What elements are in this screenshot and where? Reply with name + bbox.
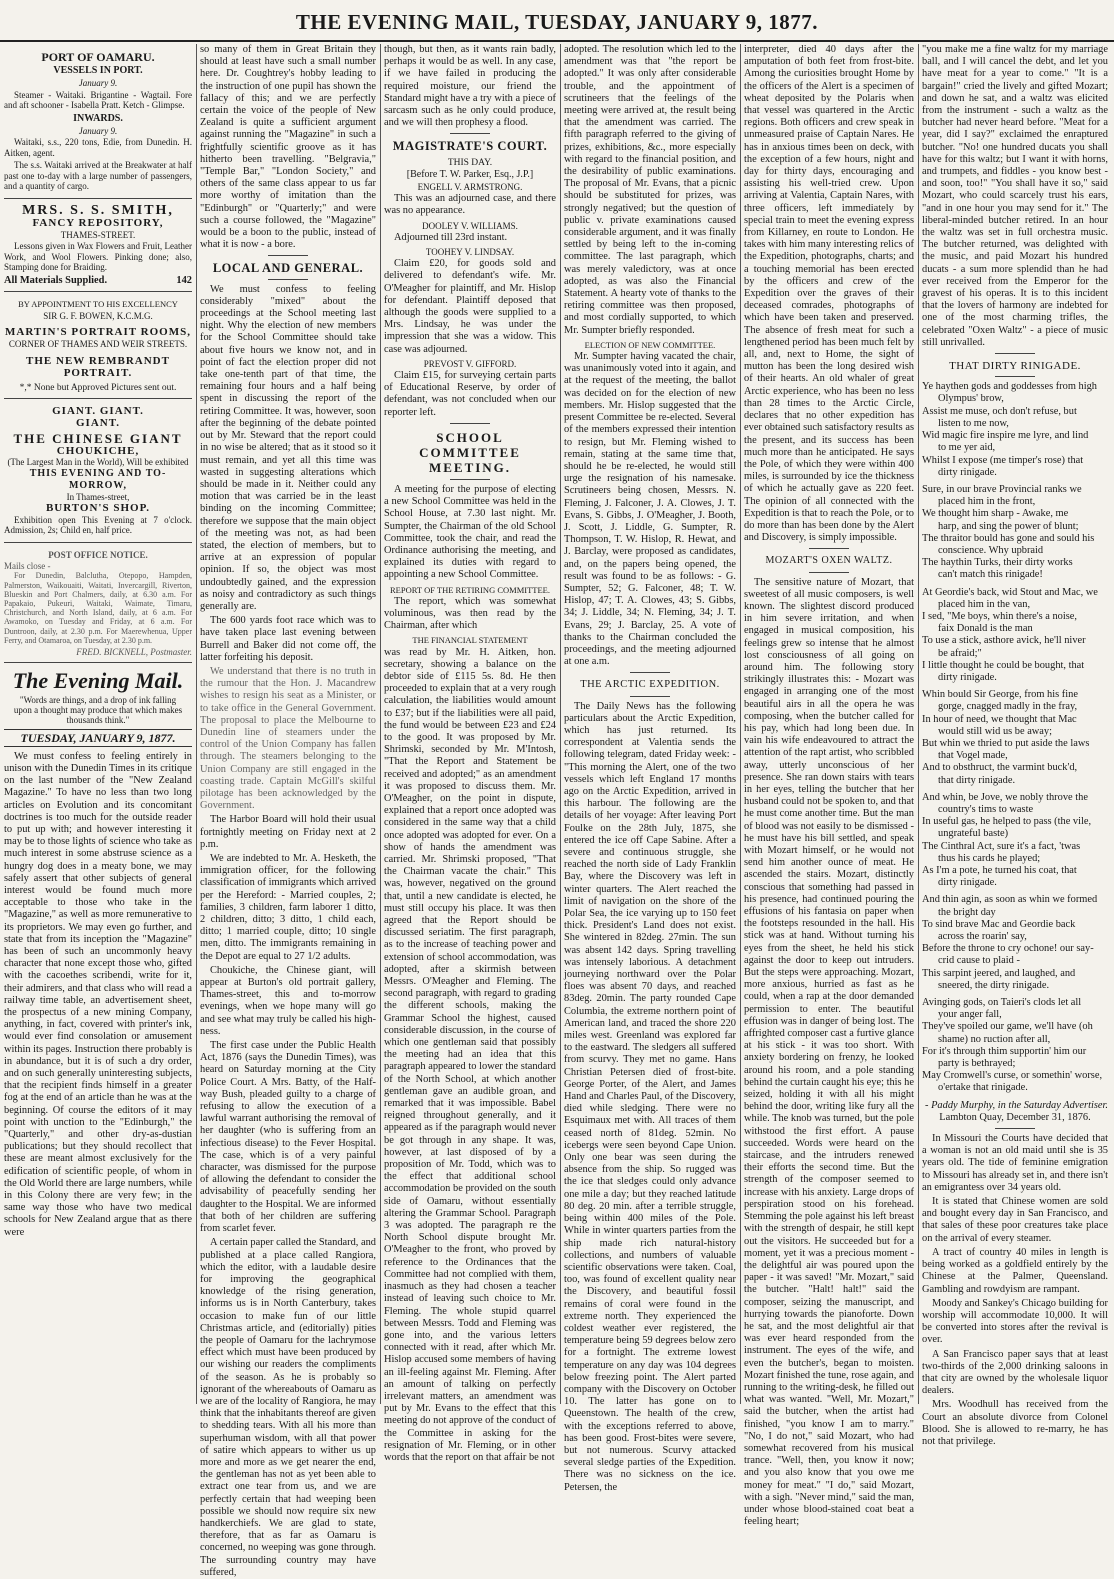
poem-line: In useful gas, he helped to pass (the vile, bbox=[922, 816, 1092, 828]
column-5 bbox=[744, 44, 914, 1528]
poem-line: the bright day bbox=[938, 906, 996, 918]
smith-shop: FANCY REPOSITORY, bbox=[32, 216, 164, 229]
poem-line: And whin, be Jove, we nobly throve the bbox=[922, 791, 1088, 803]
case-body: Claim £15, for surveying certain parts of Educational Reserve, by order of defendant, was not concluded when our reporter left. bbox=[384, 370, 556, 418]
poem-line: And thin agin, as soon as whin we formed bbox=[922, 894, 1098, 906]
local-continued: though, but then, as it wants rain badly, perhaps it would be as well. In any case, if we have failed in producing the required moisture, our friend the Standard might have a try with a piece of sarcasm such as he only could produce, and we will then prophesy a flood. bbox=[384, 44, 556, 129]
news-item: It is stated that Chinese women are sold and bought every day in San Francisco, and that sales of these poor creatures take place on the arrival of every steamer. bbox=[922, 1196, 1108, 1244]
giant-times: Exhibition open This Evening at 7 o'clock. Admission, 2s; Child en, half price. bbox=[4, 514, 192, 536]
mozart-heading: MOZART'S OXEN WALTZ. bbox=[765, 555, 893, 567]
poem-line: listen to me now, bbox=[938, 417, 1009, 429]
local-item: A certain paper called the Standard, and published at a place called Rangiora, which the editor, with a laudable desire for improving the geographical knowledge of the rising generation, informs us is in North Canterbury, takes occasion to make fun of our little Christmas article, and (editorially) pities the people of Oamaru for the lachrymose effect which must have been produced by our wishing our readers the compliments of the season. As he is probably so ignorant of the whereabouts of Oamaru as we are of the locality of Rangiora, he may think that the inhabitants thereof are given to shedding tears. With all his more than superhuman wisdom, with all that power of satire which appears to wither us up more and more as we get nearer the end, the gentleman has not as yet been able to extract one tear from us, and we are perfectly certain that had weeping been possible we should now require six new handkerchiefs. We are glad to state, therefore, that as far as Oamaru is concerned, no weeping was gone through. The surrounding country may have suffered, bbox=[200, 1237, 377, 1578]
school-committee-heading: SCHOOL COMMITTEE MEETING. bbox=[419, 429, 521, 475]
news-item: A San Francisco paper says that at least two-thirds of the 2,000 drinking saloons in that city are owned by the wholesale liquor dealers. bbox=[922, 1348, 1108, 1397]
poem-line: And to obsthruct, the varmint buck'd, bbox=[922, 762, 1078, 774]
financial-heading: THE FINANCIAL STATEMENT bbox=[412, 635, 528, 646]
poem-line: At Geordie's back, wid Stout and Mac, we bbox=[922, 586, 1098, 598]
poem-line: crid cause to plaid - bbox=[938, 955, 1020, 967]
poem-line: can't match this rinigade! bbox=[938, 569, 1043, 581]
paper-motto: "Words are things, and a drop of ink falling upon a thought may produce that which makes thousands think." bbox=[13, 694, 183, 725]
magistrates-court-heading: MAGISTRATE'S COURT. bbox=[392, 139, 548, 154]
giant-when: THIS EVENING AND TO-MORROW, bbox=[29, 467, 167, 491]
poem-line: To use a stick, asthore avick, he'll niver bbox=[922, 635, 1086, 647]
arctic-heading: THE ARCTIC EXPEDITION. bbox=[580, 679, 720, 691]
poem-line: faix Donald is the man bbox=[938, 623, 1033, 635]
poem-signature: - Paddy Murphy, in the Saturday Advertiser. bbox=[925, 1099, 1108, 1111]
poem-line: placed him in the van, bbox=[938, 598, 1031, 610]
poem-line: Whin bould Sir George, from his fine bbox=[922, 689, 1078, 701]
poem-line: Assist me muse, och don't refuse, but bbox=[922, 405, 1077, 417]
poem-line: o'ertake that rinigade. bbox=[938, 1082, 1028, 1094]
post-office-notice bbox=[4, 546, 192, 663]
news-item: In Missouri the Courts have decided that a woman is not an old maid until she is 35 years old. The tide of feminine emigration to Missouri has already set in, and there isn't an emigrantess over 34 years old. bbox=[922, 1133, 1108, 1193]
leader-continued: so many of them in Great Britain they should at least have such a small number here. Dr. Coughtrey's hobby leading to the instruction of one pupil has shown the fallacy of this; and we are perfectly certain the voice of the people of New Zealand is quite a sufficient argument against running the "Magazine" in such a frightfully scientific groove as it has hitherto been travelling. "Belgravia," "Temple Bar," "London Society," and others of the same class appear to us far more worthy of imitation than the "Edinburgh" or "Quarterly;" and were such a course followed, the "Magazine" would be a boon to the public, instead of what it is now - a bore. bbox=[200, 44, 376, 251]
case-body: Adjourned till 23rd instant. bbox=[394, 231, 508, 243]
leader-article: We must confess to feeling entirely in unison with the Dunedin Times in its critique on the last number of the "New Zealand Magazine." To have no less than two long articles on Evolution and its concomitant doctrines is too much for the outside reader to put up with; and however interesting it may be to those lights of science who take as much interest in some abstruse science as a hungry dog does in a meaty bone, we may safely assert that other subjects of general interest would be found much more acceptable to those who take in the "Magazine," as well as more remunerative to its proprietors. We may even go further, and state that from its inception the "Magazine" has been of such an uncommonly heavy character that none except those who, gifted with the cacoethes scribendi, write for it, their admirers, and that class who will read a railway time table, an advertisement sheet, the prospectus of a new mining Company, anything, in fact, covered with printer's ink, would ever find consolation or amusement within its pages. Instruction there probably is in abundance, but it is of such a dry order, and on such generally uninteresting subjects, that the recipient finds himself in a greater fog at the end of an article than he was at the beginning. Of course the editors of it may point with unction to the "Edinburgh," the "Quarterly," and other dry-as-dustian publications; but they should recollect that these are meant almost exclusively for the edification of scientific people, of whom in the Old World there are large numbers, while in this Colony there are very few; in the same way those who have two medical schools for New Zealand argue that as there were bbox=[4, 750, 192, 1238]
news-item: Moody and Sankey's Chicago building for worship will accommodate 10,000. It will be converted into stores after the revival is over. bbox=[922, 1297, 1108, 1346]
newspaper-columns bbox=[0, 44, 1114, 1578]
martin-name: MARTIN'S PORTRAIT ROOMS, bbox=[5, 326, 191, 339]
poem-line: shame) no ruction after all, bbox=[938, 1033, 1051, 1045]
local-item: The 600 yards foot race which was to have taken place last evening between Burrell and Baker did not come off, the latter forfeiting his deposit. bbox=[200, 615, 376, 663]
poem-line: I little thought he could be bought, that bbox=[922, 659, 1085, 671]
vessels-list: Steamer - Waitaki. Brigantine - Wagtail. Fore and aft schooner - Isabella Pratt. Ketch - Glimpse. bbox=[4, 89, 192, 111]
poem-line: dirty rinigade. bbox=[938, 671, 997, 683]
column-3 bbox=[384, 44, 556, 1463]
election-heading: ELECTION OF NEW COMMITTEE. bbox=[584, 339, 716, 350]
column-6 bbox=[922, 44, 1108, 1447]
newspaper-title: THE EVENING MAIL, TUESDAY, JANUARY 9, 1877. bbox=[295, 10, 819, 34]
poem-line: Avinging gods, on Taieri's clods let all bbox=[922, 997, 1082, 1009]
case-title: PREVOST V. GIFFORD. bbox=[423, 358, 517, 369]
local-item: Choukiche, the Chinese giant, will appear at Burton's old portrait gallery, Thames-street, this and to-morrow evenings, when we hope many will go and see what may truly be called his high-ness. bbox=[200, 964, 376, 1037]
poem-line: Whilst I expose (me timper's rose) that bbox=[922, 454, 1084, 466]
school-continued: adopted. The resolution which led to the amendment was that "the report be adopted." It was only after considerable trouble, and the appointment of scrutineers that the feelings of the meeting were arrived at, the result being that the amendment was carried. The fifth paragraph referred to the giving of prizes, exhibitions, &c., more especially with regard to the financial position, and the desirability of public examinations. The proposal of Mr. Evans, that a picnic should be substituted for prizes, was strongly negatived; but the question of public v. private examinations caused considerable argument, and it was finally settled by being left to the in-coming committee. The last paragraph, which was merely valedictory, was at once adopted, as was also the Financial Statement. A hearty vote of thanks to the retiring committee was then proposed, and most cordially supported, to which Mr. Sumpter briefly responded. bbox=[564, 44, 736, 336]
court-before: [Before T. W. Parker, Esq., J.P.] bbox=[406, 168, 534, 180]
poem-line: The Cinthral Act, sure it's a fact, 'twas bbox=[922, 840, 1081, 852]
poem-place: Lambton Quay, December 31, 1876. bbox=[939, 1111, 1091, 1123]
school-paragraph: The report, which was somewhat voluminous, was then read by the Chairman, after which bbox=[384, 595, 556, 632]
case-title: DOOLEY V. WILLIAMS. bbox=[422, 220, 518, 231]
port-heading: PORT OF OAMARU. bbox=[41, 50, 155, 64]
local-item: The first case under the Public Health Act, 1876 (says the Dunedin Times), was heard on Saturday morning at the City Police Court. A Mrs. Batty, of the Half-way Bush, pleaded guilty to a charge of refusing to allow the execution of a lawful warrant authorising the removal of her daughter (who is suffering from an infectious disease) to the Fever Hospital. The case, which is of a very painful character, was dismissed for the purpose of allowing the defendant to consider the advisability of peacefully sending her daughter to the Hospital. We are informed that both of her children are suffering from scarlet fever. bbox=[200, 1040, 376, 1235]
martin-note: *,* None but Approved Pictures sent out. bbox=[19, 383, 177, 394]
martin-heading: THE NEW REMBRANDT PORTRAIT. bbox=[26, 354, 170, 379]
school-paragraph: A meeting for the purpose of electing a new School Committee was held in the School House, at 7.30 last night. Mr. Sumpter, the Chairman of the old School Committee, took the chair, and read the Ordinance authorising the meeting, and explained its duties with regard to appointing a new School Committee. bbox=[384, 483, 556, 581]
giant-shop: BURTON'S SHOP. bbox=[45, 502, 151, 515]
poem-line: placed him in the front, bbox=[938, 496, 1036, 508]
poem-line: sneered, the dirty rinigade. bbox=[938, 979, 1050, 991]
local-item: The Harbor Board will hold their usual fortnightly meeting on Friday next at 2 p.m. bbox=[200, 814, 376, 850]
poem-line: party is bethrayed; bbox=[938, 1058, 1016, 1070]
poem-line: that dirty rinigade. bbox=[938, 774, 1016, 786]
inwards-heading: INWARDS. bbox=[73, 112, 123, 124]
column-4 bbox=[564, 44, 736, 1493]
arctic-continued: interpreter, died 40 days after the amputation of both feet from frost-bite. Among the curiosities brought Home by the officers of the Alert is a specimen of wheat deposited by the Polaris when that vessel was quartered in the Arctic regions. Both officers and crew speak in unmeasured praise of Captain Nares. He has in anxious times been on deck, with the exception of a few hours, night and day for thirty days, encouraging and assisting his well-tried crew. Upon arriving at Valentia, Captain Nares, with three officers, left immediately by special train to meet the evening express from Killarney, en route to London. He takes with him many interesting relics of the Expedition, photographs, charts; and a touching memorial has been erected by the officers and crew of the Expedition over the graves of their deceased comrades, photographs of which have been taken and preserved. The absence of fresh meat for such a lengthened period has been much felt by all, and, next to Home, the sight of mutton has been the long desired wish of their hearts. An old whaler of great Arctic experience, who has been no less than 28 times to the Arctic Circle, declares that no other expedition has ever obtained such satisfactory results as the present, and its success has been much more than he anticipated. He says the Pole, of which they were within 400 miles, is surrounded by ice the thickness of which he actually gave as 220 feet. The opinion of all connected with the Expedition is that to reach the Pole, or to do more than has been done by the Alert and Discovery, is simply impossible. bbox=[744, 44, 914, 544]
post-office-signature: FRED. BICKNELL, Postmaster. bbox=[76, 647, 192, 657]
column-1 bbox=[4, 44, 192, 1404]
poem-line: that Vogel made, bbox=[938, 750, 1008, 762]
poem-line: your anger fall, bbox=[938, 1009, 1002, 1021]
arrival-note: The s.s. Waitaki arrived at the Breakwater at half past one to-day with a large number of passengers, and a quantity of cargo. bbox=[4, 160, 192, 192]
giant-subtitle: (The Largest Man in the World), Will be exhibited bbox=[7, 457, 189, 468]
local-item: We must confess to feeling considerably "mixed" about the proceedings at the School meeting last night. Why the election of new members for the School Committee should take about five hours we know not, and in point of fact the election proper did not take one-tenth part of that time, the remaining four hours and a half being spent in discussing the report of the retiring Committee. It was, however, soon after the beginning of the debate pointed out by Mr. Steward that the report could in no wise be altered; that as it stood so it must remain, and yet all this time was wasted in suggesting alterations which should be made in it. Neither could any motion that was carried be in the least binding on the incoming Committee; therefore we suppose that the main object of the meeting was not, as had been stated, the election of members, but to arrive at an expression of popular opinion. If so, the object was most undoubtedly gained, and the expression as noisy and contradictory as such things generally are. bbox=[200, 283, 376, 612]
local-item: We are indebted to Mr. A. Hesketh, the immigration officer, for the following classification of immigrants which arrived per the Hereford: - Married couples, 2; families, 3 children, farm laborer 1 ditto, 2 children, ditto; 3 ditto, 1 child each, ditto; 1 married couple, ditto; 10 single men, ditto. The immigrants remaining in the Depot are equal to 27 1/2 adults. bbox=[200, 853, 377, 962]
poem-line: We thought him sharp - Awake, me bbox=[922, 508, 1069, 520]
martin-address: CORNER OF THAMES AND WEIR STREETS. bbox=[8, 339, 188, 350]
poem-line: This sarpint jeered, and laughed, and bbox=[922, 967, 1076, 979]
poem-line: be afraid;" bbox=[938, 647, 982, 659]
court-day: THIS DAY. bbox=[447, 157, 493, 168]
vessels-heading: VESSELS IN PORT. bbox=[53, 65, 143, 77]
poem-line: The thraitor bould has gone and sould his bbox=[922, 532, 1095, 544]
poem-line: Olympus' brow, bbox=[938, 393, 1004, 405]
poem-line: As I'm a pote, he turned his coat, that bbox=[922, 865, 1077, 876]
poem-line: gorge, cnagged madly in the fray, bbox=[938, 701, 1078, 713]
poem-line: To sind brave Mac and Geordie back bbox=[922, 918, 1076, 930]
issue-date: TUESDAY, JANUARY 9, 1877. bbox=[4, 729, 192, 747]
mozart-article: The sensitive nature of Mozart, that sweetest of all music composers, is well known. The slightest discord produced in him severe irritation, and when engaged in musical composition, his feelings grew so intense that he almost lost consciousness of all going on around him. The following story strikingly illustrates this: - Mozart was engaged in arranging one of the most beautiful airs in all the opera he was composing, when the butcher called for his pay, which had long been due. In vain his wife endeavoured to attract the attention of the rapt artist, who scribbled away, utterly unconscious of her presence. She ran down stairs with tears in her eyes, telling the butcher that her husband could not be spoken to, and that he must come another time. But the man of blood was not easily to be dismissed - he must have his bill settled, and speak with Mozart himself, or he would not send him another ounce of meat. He ascended the stairs. Mozart, distinctly conscious that something had passed in his presence, had continued pouring the effusions of his fantasia on paper when the footsteps resounded in the hall. His stick was at hand. Without turning his eyes from the sheet, he held his stick against the door to keep out intruders. But the steps were approaching. Mozart, more anxious, hurried as fast as he could, when a rap at the door demanded permission to enter. The beautiful effusion was in danger of being lost. The affrighted composer cast a furtive glance at his stick - it was too short. With anxiety bordering on frenzy, he looked around his room, and a pole standing behind the curtain caught his eye; this he seized, holding it with all his might behind the door, writing like fury all the while. The knob was turned, but the pole withstood the first effort. A pause succeeded. Words were heard on the staircase, and the intruders renewed their efforts the second time. But the strength of the composer seemed to increase with his anxiety. Large drops of perspiration stood on his forehead. Stemming the pole against his left breast with the strength of despair, he still kept out the visitors. He succeeded but for a moment, yet it was a precious moment - the delightful air was poured upon the paper - it was saved! "Mr. Mozart," said the butcher. "Halt! halt!" said the composer, seizing the manuscript, and hurrying towards the pianoforte. Down he sat, and the most delightful air that was ever heard responded from the instrument. The eyes of the wife, and even the butcher's, began to moisten. Mozart finished the tune, rose again, and running to the writing-desk, he filled out what was wanted. "Well, Mr. Mozart," said the butcher, when the artist had finished, "you know I am to marry." "No, I do not," said Mozart, who had somewhat recovered from his musical trance. "Well, then, you know it now; and you also know that you owe me money for meat." "I do," said Mozart, with a sigh. "Never mind," said the man, under whose blood-stained coat beat a feeling heart; bbox=[744, 576, 914, 1528]
poem-line: harp, and sing the power of blunt; bbox=[938, 520, 1079, 532]
poem-line: Sure, in our brave Provincial ranks we bbox=[922, 483, 1082, 495]
post-office-body: For Dunedin, Balclutha, Otepopo, Hampden, Palmerston, Waikouaiti, Waitati, Invercargill, Riverton, Blueskin and Port Chalmers, daily, at 6.30 a.m. For Papakaio, Pukeuri, Waitaki, Waimate, Timaru, Christchurch, and North Island, daily, at 6 a.m. For Awamoko, on Tuesday and Friday, at 6 a.m. For Duntroon, daily, at 2.30 p.m. For Maerewhenua, Upper Ferry, and Otamaroa, on Tuesday, at 2.30 p.m. bbox=[4, 571, 192, 645]
case-title: ENGELL V. ARMSTRONG. bbox=[417, 182, 523, 193]
smith-body: Lessons given in Wax Flowers and Fruit, Leather Work, and Wool Flowers. Pinking done; also, Stamping done for Braiding. bbox=[4, 241, 192, 273]
portrait-advertisement bbox=[4, 295, 192, 399]
poem-line: Wid magic fire inspire me lyre, and lind bbox=[922, 430, 1089, 442]
arctic-article: The Daily News has the following particulars about the Arctic Expedition, which has just returned. Its correspondent at Valentia sends the following telegram, dated Friday week: - "This morning the Alert, one of the two vessels which left England 17 months ago on the Arctic Expedition, arrived in this harbour. The following are the details of her voyage: After leaving Port Foulke on the 28th July, 1875, she entered the ice off Cape Sabine. After a severe and continuous struggle, she reached the north side of Lady Franklin Bay, where the Discovery was left in winter quarters. The Alert reached the limit of navigation on the shore of the Polar Sea, the ice varying up to 150 feet thick. President's Land does not exist. She wintered in 82deg. 27min. The sun was absent 142 days. Spring travelling was intensely laborious. A detachment journeying northward over the Polar floes was absent 70 days, and reached 83deg. 20min. The party rounded Cape Columbia, the extreme northern point of American land, and traced the shore 220 miles west. Greenland was explored far to the eastward. The sledgers all suffered from scurvy. They met no game. Hans Christian Petersen died of frost-bite. George Porter, of the Alert, and James Hand and Charles Paul, of the Discovery, died while sledging. There were no Esquimaux met with. All traces of them ceased north of 81deg. 52min. No icebergs were seen beyond Cape Union. Only one bear was seen during the absence from the ship. So rugged was the ice that sledges could only advance one mile a day; but they reached latitude 80 deg. 20 min. after a terrible struggle, being within 400 miles of the Pole. While in winter quarters parties from the ship made rich natural-history collections, and numbers of valuable scientific observations were taken. Coal, too, was found of excellent quality near the Discovery, and beautiful fossil remains of coral were found in the extreme north. They experienced the coldest weather ever registered, the temperature being 59 degrees below zero for a fortnight. The extreme lowest temperature on any day was 104 degrees below freezing point. The Alert parted company with the Discovery on October 10. The latter has gone on to Queenstown. The health of the crew, with the exceptions referred to above, has been good. Frost-bites were severe, but not numerous. Scurvy attacked several sledge parties of the Expedition. There was no sickness on the ice. Petersen, the bbox=[564, 700, 736, 1493]
giant-line-1: GIANT. GIANT. bbox=[52, 405, 144, 418]
case-title: TOOHEY V. LINDSAY. bbox=[425, 247, 515, 258]
appointment-name: SIR G. F. BOWEN, K.C.M.G. bbox=[43, 311, 153, 322]
paper-name: The Evening Mail. bbox=[12, 667, 184, 693]
poem-line: But whin we thried to put aside the laws bbox=[922, 737, 1090, 749]
poem-line: dirty rinigade. bbox=[938, 466, 997, 478]
mozart-continued: "you make me a fine waltz for my marriage ball, and I will cancel the debt, and let you have meat for a year to come." "It is a bargain!" cried the lively and gifted Mozart; and down he sat, and a waltz was elicited from the instrument - such a waltz as the butcher had never heard before. "Meat for a year, did I say?" exclaimed the enraptured butcher. "No! one hundred ducats you shall have for this waltz; but I want it with horns, and trumpets, and fiddles - you know best - and soon, too!" "You shall have it so," said Mozart, who could scarcely trust his ears, "and in one hour you may send for it." The liberal-minded butcher retired. In an hour the waltz was set in full orchestra music. The butcher returned, was delighted with the music, and paid Mozart his hundred ducats - a sum more splendid than he had ever received from the Emperor for the gravest of his operas. It is to this incident that the lovers of harmony are indebted for one of the most charming trifles, the celebrated "Oxen Waltz" - a piece of music still unrivalled. bbox=[922, 44, 1108, 348]
case-body: Claim £20, for goods sold and delivered to defendant's wife. Mr. O'Meagher for plaintiff, and Mr. Hislop for defendant. Plaintiff deposed that although the goods were supplied to a Mrs. Lindsay, he was under the impression that she was a widow. This case was adjourned. bbox=[384, 258, 556, 355]
election-paragraph: Mr. Sumpter having vacated the chair, was unanimously voted into it again, and at the request of the meeting, the ballot was decided on for the election of new members. Mr. Hislop suggested that the present Committee be re-elected. Several of the members expressed their intention to resign, but Mr. Fleming wished to remain, stating at the same time that, should he be re-elected, he would still urge the resignation of his namesake. Scrutineers being chosen, Messrs. N. Fleming, J. Falconer, J. A. Clowes, J. T. Evans, S. Gibbs, J. O'Meagher, J. Booth, J. Scott, J. Liddle, G. Sumpter, R. Thompson, T. W. Hislop, R. Hewat, and J. Barclay, were proposed as candidates, and, on the papers being opened, the result was found to be as follows: - G. Sumpter, 52; G. Falconer, 48; T. W. Hislop, 47; T. A. Clowes, 43; S. Gibbs, 34; J. Liddle, 34; N. Fleming, 34; J. T. Evans, 29; J. Barclay, 25. A vote of thanks to the Chairman concluded the proceedings, and the meeting adjourned at one a.m. bbox=[564, 351, 736, 668]
column-2 bbox=[200, 44, 377, 1578]
school-paragraph: was read by Mr. H. Aitken, hon. secretary, showing a balance on the debtor side of £115 5s. 8d. He then proceeded to explain that at a very rough calculation, the liabilities would amount to £37; but if the liabilities were all paid, the fund would be between £23 and £24 to the good. It was proposed by Mr. Shrimski, seconded by Mr. M'Intosh, "That the Report and Statement be received and adopted;" as an amendment it was proposed to discuss them. Mr. O'Meagher, on the point in dispute, explained that a report once adopted was considered in the same way that a child once adopted was adopted for ever. On a show of hands the amendment was carried. Mr. Shrimski proposed, "That the Chairman vacate the chair." This was, however, negatived on the ground that, until a new candidate is elected, he must still occupy his place. It was then agreed that the Report should be discussed seriatim. The first paragraph, as to the increase of teaching power and extension of school accommodation, was adopted, after a skirmish between Messrs. O'Meagher and Fleming. The second paragraph, with regard to grading the different schools, making the Grammar School the highest, caused considerable discussion, in the course of which one gentleman said that possibly the meeting had an idea that this paragraph appeared to lower the standard of the North School, at which another gentleman gave an audible groan, and remarked that it was impossible. Babel reigned throughout generally, and it appeared as if the paragraph would never be got through in any shape. It was, however, at last disposed of by a proposition of Mr. Todd, which was to the effect that additional school accommodation be provided on the south side of Oamaru, without essentially altering the Grammar School. Paragraph 3 was adopted. The paragraph re the North School dispute brought Mr. O'Meagher to the front, who proved by reference to the Ordinances that the Committee had not complied with them, inasmuch as they had chosen a teacher instead of leaving such choice to Mr. Fleming. The whole stupid quarrel between Messrs. Todd and Fleming was gone into, and the various letters connected with it read, after which Mr. Hislop accused some members of having an ill-feeling against Mr. Fleming. After an amount of talking on perfectly irrelevant matters, an amendment was put by Mr. Evans to the effect that this meeting do not approve of the conduct of the Committee in asking for the resignation of Mr. Fleming, or in other words that the report on that affair be not bbox=[384, 646, 556, 1463]
inwards-date: January 9. bbox=[78, 125, 118, 136]
inwards-list: Waitaki, s.s., 220 tons, Edie, from Dunedin. H. Aitken, agent. bbox=[4, 137, 192, 158]
giant-name: CHOUKICHE, bbox=[56, 444, 140, 457]
poem-line: dirty rinigade. bbox=[938, 877, 997, 889]
poem-line: country's tims to waste bbox=[938, 803, 1034, 815]
poem-line: to me yer aid, bbox=[938, 442, 996, 454]
poem-heading: THAT DIRTY RINIGADE. bbox=[949, 360, 1081, 373]
case-body: This was an adjourned case, and there was no appearance. bbox=[384, 193, 556, 217]
shipping-notice bbox=[4, 44, 192, 199]
poem-line: thus his cards he played; bbox=[938, 852, 1041, 864]
local-general-heading: LOCAL AND GENERAL. bbox=[212, 261, 364, 276]
poem-line: conscience. Why upbraid bbox=[938, 544, 1044, 556]
smith-number: 142 bbox=[176, 274, 192, 286]
poem-line: ungrateful baste) bbox=[938, 828, 1009, 840]
poem-line: They've spoiled our game, we'll have (oh bbox=[922, 1021, 1093, 1033]
poem-line: Ye haythen gods and goddesses from high bbox=[922, 381, 1097, 393]
poem-line: In hour of need, we thought that Mac bbox=[922, 713, 1077, 725]
poem-line: For it's through thim supportin' him our bbox=[922, 1045, 1087, 1057]
smith-name: MRS. S. S. SMITH, bbox=[22, 202, 174, 218]
appointment-line: BY APPOINTMENT TO HIS EXCELLENCY bbox=[18, 298, 178, 309]
vessels-date: January 9. bbox=[78, 78, 118, 89]
giant-title: THE CHINESE GIANT bbox=[13, 430, 183, 446]
report-heading: REPORT OF THE RETIRING COMMITTEE. bbox=[390, 584, 550, 595]
poem-line: would still wid us be away; bbox=[938, 725, 1052, 737]
giant-line-2: GIANT. bbox=[76, 417, 120, 430]
giant-where: In Thames-street, bbox=[66, 491, 130, 502]
giant-advertisement bbox=[4, 402, 192, 542]
poem-line: The haythin Turks, their dirty works bbox=[922, 557, 1073, 569]
post-office-heading: POST OFFICE NOTICE. bbox=[48, 549, 148, 560]
poem-line: I sed, "Me boys, whin there's a noise, bbox=[922, 610, 1078, 622]
news-item: Mrs. Woodhull has received from the Court an absolute divorce from Colonel Blood. She is allowed to re-marry, he has not that privilege. bbox=[922, 1399, 1108, 1447]
poem-line: across the roarin' say, bbox=[938, 931, 1027, 943]
smith-footer: All Materials Supplied. bbox=[4, 274, 108, 286]
post-office-sub: Mails close - bbox=[4, 560, 51, 571]
smith-street: THAMES-STREET. bbox=[60, 229, 136, 240]
poem bbox=[922, 381, 1108, 1094]
poem-line: Before the throne to cry ochone! our say- bbox=[922, 943, 1094, 955]
poem-line: May Cromwell's curse, or somethin' worse, bbox=[922, 1070, 1103, 1082]
news-item: A tract of country 40 miles in length is being worked as a goldfield entirely by the Chinese at the Palmer, Queensland. Gambling and rowdyism are rampant. bbox=[922, 1246, 1108, 1295]
smith-advertisement bbox=[4, 202, 192, 292]
masthead bbox=[0, 0, 1114, 42]
local-item: We understand that there is no truth in the rumour that the Hon. J. Macandrew wishes to resign his seat as a Minister, or to take office in the General Government. The proposal to place the Melbourne to Dunedin line of steamers under the control of the Union Company has fallen through. The steamers belonging to the Union Company are still engaged in the coasting trade. Captain McGill's skilful pilotage has been acknowledged by the Government. bbox=[200, 665, 376, 812]
